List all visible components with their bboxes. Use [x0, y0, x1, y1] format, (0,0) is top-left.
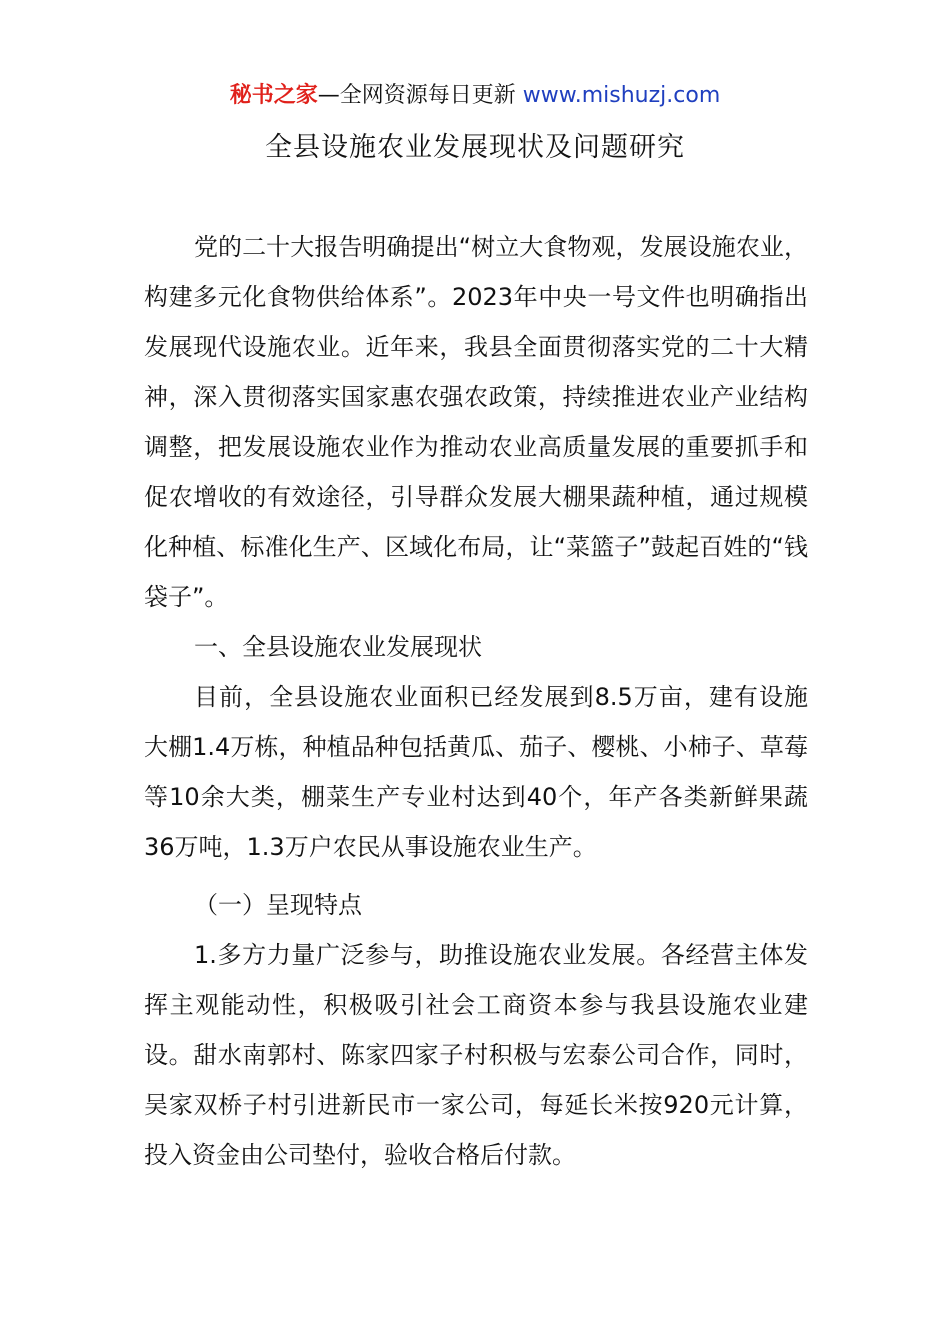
site-tagline: —全网资源每日更新: [317, 83, 523, 108]
document-title: 全县设施农业发展现状及问题研究: [265, 132, 685, 163]
site-url-link[interactable]: www.mishuzj.com: [522, 83, 721, 108]
site-header: [0, 80, 950, 112]
subsection-heading: （一）呈现特点: [194, 891, 362, 919]
status-paragraph: 目前，全县设施农业面积已经发展到8.5万亩，建有设施大棚1.4万栋，种植品种包括黄瓜、茄子、樱桃、小柿子、草莓等10余大类，棚菜生产专业村达到40个，年产各类新鲜果蔬36万吨，1.3万户农民从事设施农业生产。: [144, 683, 808, 861]
document-body: [144, 222, 808, 1180]
section-heading: 一、全县设施农业发展现状: [194, 633, 482, 661]
site-brand: 秘书之家: [229, 83, 318, 108]
feature-paragraph: 1.多方力量广泛参与，助推设施农业发展。各经营主体发挥主观能动性，积极吸引社会工商资本参与我县设施农业建设。甜水南郭村、陈家四家子村积极与宏泰公司合作，同时，吴家双桥子村引进新民市一家公司，每延长米按920元计算，投入资金由公司垫付，验收合格后付款。: [144, 941, 808, 1169]
intro-paragraph: 党的二十大报告明确提出“树立大食物观，发展设施农业，构建多元化食物供给体系”。2023年中央一号文件也明确指出发展现代设施农业。近年来，我县全面贯彻落实党的二十大精神，深入贯彻落实国家惠农强农政策，持续推进农业产业结构调整，把发展设施农业作为推动农业高质量发展的重要抓手和促农增收的有效途径，引导群众发展大棚果蔬种植，通过规模化种植、标准化生产、区域化布局，让“菜篮子”鼓起百姓的“钱袋子”。: [144, 233, 808, 611]
